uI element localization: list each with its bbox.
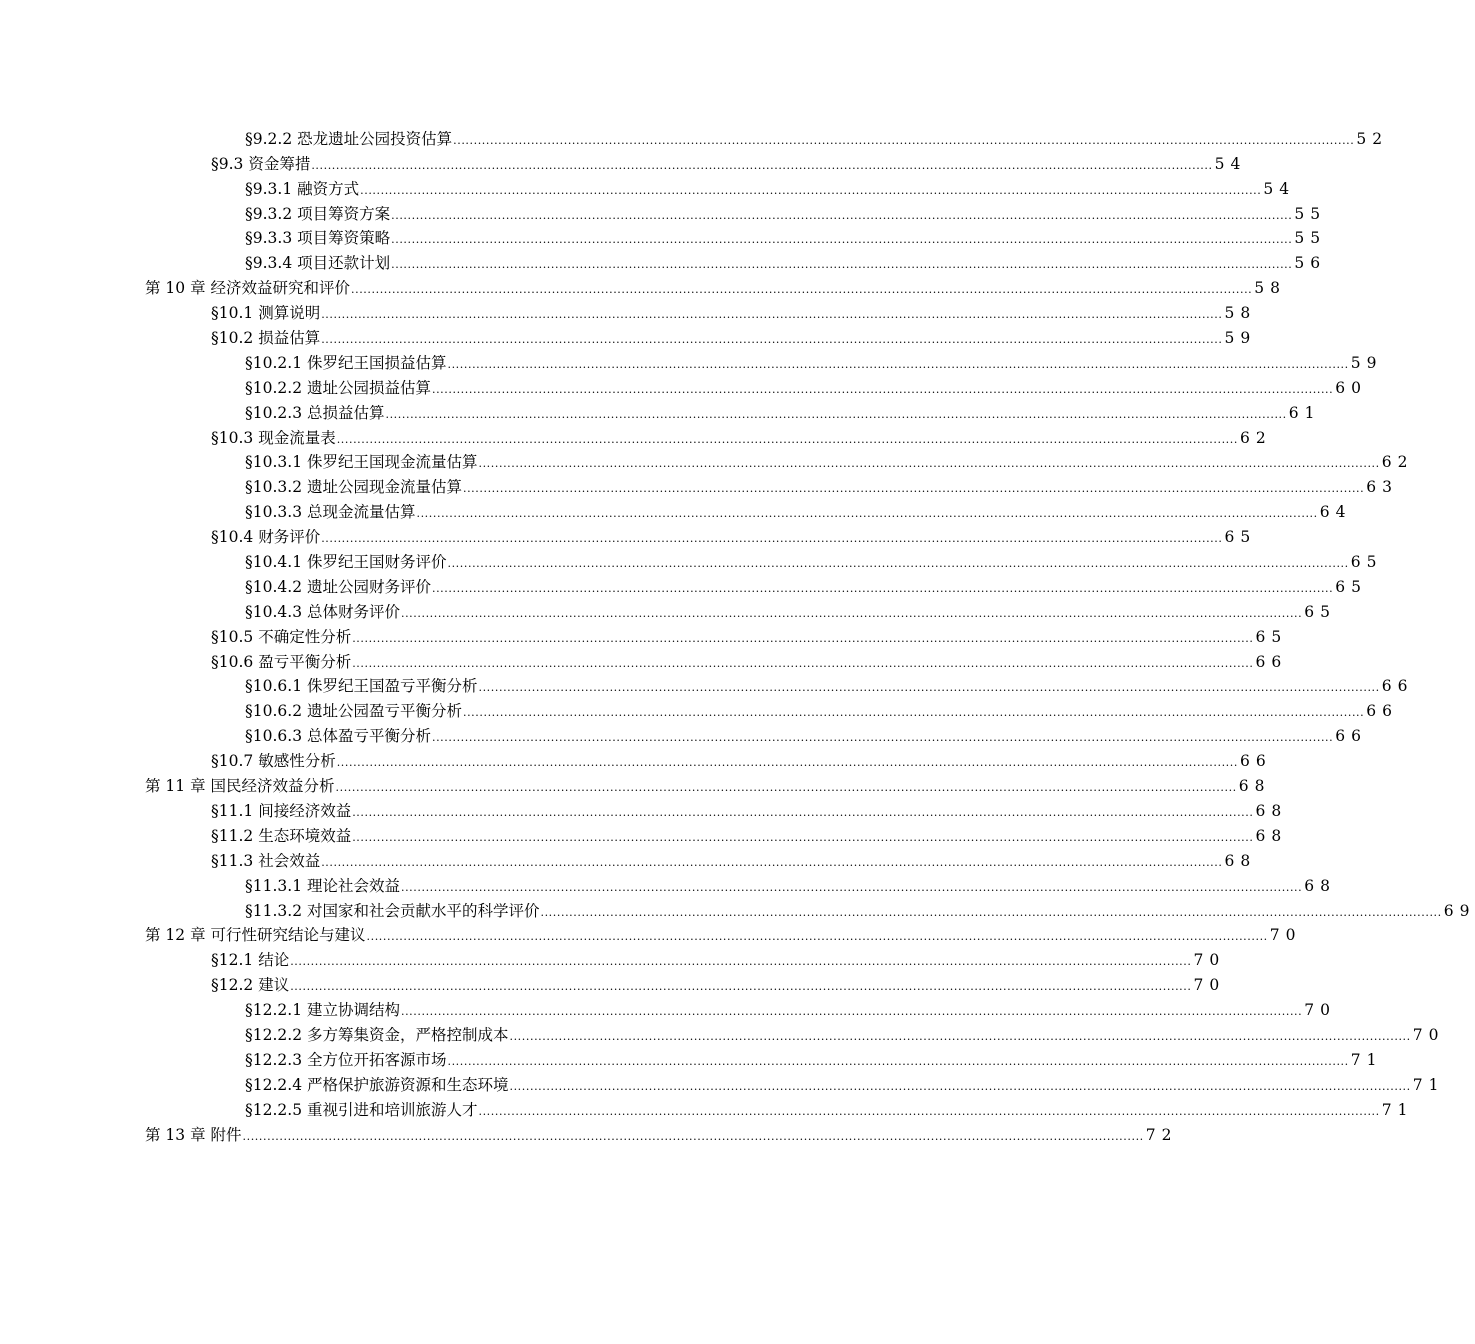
toc-entry[interactable] — [0, 970, 1226, 995]
toc-entry[interactable] — [0, 298, 1257, 323]
toc-entry[interactable] — [0, 273, 1286, 298]
toc-dot-leader: ............................................................................................................................................................................................................................ — [400, 1005, 1303, 1019]
toc-entry[interactable] — [0, 921, 1302, 946]
toc-dot-leader: ............................................................................................................................................................................................................................ — [321, 532, 1223, 546]
toc-entry-title: §10.4.3 总体财务评价 — [245, 602, 400, 621]
toc-entry-page-number: 72 — [1145, 1125, 1178, 1144]
toc-dot-leader: ............................................................................................................................................................................................................................ — [447, 357, 1349, 371]
toc-entry-page-number: 65 — [1255, 627, 1288, 646]
toc-entry[interactable] — [0, 1070, 1445, 1095]
toc-entry-page-number: 66 — [1239, 752, 1272, 771]
toc-entry-title: §10.1 测算说明 — [211, 304, 321, 323]
toc-entry-title: §9.2.2 恐龙遗址公园投资估算 — [245, 129, 453, 148]
toc-dot-leader: ............................................................................................................................................................................................................................ — [431, 581, 1334, 595]
toc-entry-page-number: 70 — [1269, 926, 1302, 945]
toc-entry-page-number: 70 — [1304, 1001, 1336, 1020]
toc-dot-leader: ............................................................................................................................................................................................................................ — [391, 233, 1293, 247]
toc-entry-title: §10.5 不确定性分析 — [211, 627, 352, 646]
toc-entry[interactable] — [0, 746, 1272, 771]
toc-entry-title: 第 10 章 经济效益研究和评价 — [145, 279, 351, 298]
toc-entry[interactable] — [0, 1095, 1414, 1120]
toc-entry-title: §10.3.1 侏罗纪王国现金流量估算 — [245, 453, 478, 472]
toc-dot-leader: ............................................................................................................................................................................................................................ — [242, 1129, 1144, 1143]
toc-entry-page-number: 69 — [1443, 901, 1475, 920]
toc-entry-page-number: 65 — [1335, 577, 1367, 596]
toc-entry-title: §10.6.3 总体盈亏平衡分析 — [245, 727, 431, 746]
toc-entry[interactable] — [0, 945, 1226, 970]
toc-entry-page-number: 54 — [1214, 154, 1247, 173]
toc-entry[interactable] — [0, 149, 1247, 174]
toc-dot-leader: ............................................................................................................................................................................................................................ — [321, 855, 1223, 869]
toc-entry-page-number: 59 — [1350, 353, 1383, 372]
toc-entry-page-number: 65 — [1304, 602, 1336, 621]
toc-entry-title: §12.2 建议 — [211, 976, 290, 995]
toc-entry[interactable] — [0, 672, 1414, 697]
toc-entry[interactable] — [0, 647, 1288, 672]
toc-entry-title: §10.2.1 侏罗纪王国损益估算 — [245, 353, 447, 372]
toc-dot-leader: ............................................................................................................................................................................................................................ — [509, 1079, 1411, 1093]
toc-entry[interactable] — [0, 796, 1288, 821]
toc-entry[interactable] — [0, 771, 1271, 796]
toc-entry-page-number: 68 — [1304, 876, 1336, 895]
toc-dot-leader: ............................................................................................................................................................................................................................ — [311, 158, 1213, 172]
toc-entry-title: 第 11 章 国民经济效益分析 — [145, 777, 335, 796]
toc-entry-title: §12.2.5 重视引进和培训旅游人才 — [245, 1100, 478, 1119]
toc-entry-page-number: 70 — [1193, 976, 1226, 995]
toc-entry-page-number: 71 — [1412, 1075, 1445, 1094]
toc-entry-title: §9.3 资金筹措 — [211, 154, 311, 173]
toc-entry-page-number: 71 — [1381, 1100, 1414, 1119]
toc-dot-leader: ............................................................................................................................................................................................................................ — [335, 781, 1237, 795]
toc-entry-title: §11.2 生态环境效益 — [211, 826, 352, 845]
toc-entry-page-number: 52 — [1356, 129, 1389, 148]
toc-dot-leader: ............................................................................................................................................................................................................................ — [351, 283, 1253, 297]
toc-dot-leader: ............................................................................................................................................................................................................................ — [400, 606, 1303, 620]
toc-dot-leader: ............................................................................................................................................................................................................................ — [400, 880, 1303, 894]
toc-dot-leader: ............................................................................................................................................................................................................................ — [385, 407, 1287, 421]
toc-entry[interactable] — [0, 248, 1327, 273]
toc-entry[interactable] — [0, 174, 1296, 199]
toc-entry[interactable] — [0, 199, 1327, 224]
toc-dot-leader: ............................................................................................................................................................................................................................ — [478, 681, 1380, 695]
toc-entry[interactable] — [0, 423, 1272, 448]
toc-entry[interactable] — [0, 348, 1383, 373]
toc-entry-title: §10.4.2 遗址公园财务评价 — [245, 577, 431, 596]
toc-entry[interactable] — [0, 1020, 1445, 1045]
toc-dot-leader: ............................................................................................................................................................................................................................ — [336, 756, 1238, 770]
toc-entry[interactable] — [0, 821, 1288, 846]
toc-entry-title: §9.3.3 项目筹资策略 — [245, 229, 391, 248]
toc-entry-page-number: 70 — [1193, 951, 1226, 970]
toc-dot-leader: ............................................................................................................................................................................................................................ — [462, 482, 1365, 496]
toc-entry[interactable] — [0, 896, 1475, 921]
toc-entry-page-number: 65 — [1224, 528, 1257, 547]
toc-dot-leader: ............................................................................................................................................................................................................................ — [366, 930, 1268, 944]
toc-dot-leader: ............................................................................................................................................................................................................................ — [453, 133, 1355, 147]
toc-entry-title: §10.6.1 侏罗纪王国盈亏平衡分析 — [245, 677, 478, 696]
toc-entry-title: §10.6 盈亏平衡分析 — [211, 652, 352, 671]
toc-entry-page-number: 71 — [1350, 1050, 1383, 1069]
toc-entry[interactable] — [0, 398, 1321, 423]
toc-dot-leader: ............................................................................................................................................................................................................................ — [416, 507, 1318, 521]
toc-entry-title: §9.3.2 项目筹资方案 — [245, 204, 391, 223]
toc-entry-page-number: 56 — [1294, 254, 1327, 273]
toc-entry-title: §12.2.4 严格保护旅游资源和生态环境 — [245, 1075, 509, 1094]
toc-entry[interactable] — [0, 1045, 1383, 1070]
toc-entry-page-number: 65 — [1350, 553, 1383, 572]
toc-entry-page-number: 63 — [1366, 478, 1398, 497]
toc-entry-title: §10.3.3 总现金流量估算 — [245, 503, 416, 522]
toc-entry-title: §9.3.1 融资方式 — [245, 179, 360, 198]
toc-entry[interactable] — [0, 846, 1257, 871]
toc-entry-page-number: 59 — [1224, 329, 1257, 348]
toc-dot-leader: ............................................................................................................................................................................................................................ — [447, 1054, 1349, 1068]
toc-dot-leader: ............................................................................................................................................................................................................................ — [352, 656, 1254, 670]
toc-entry-page-number: 66 — [1366, 702, 1398, 721]
toc-entry[interactable] — [0, 323, 1257, 348]
toc-entry-title: §10.3.2 遗址公园现金流量估算 — [245, 478, 462, 497]
toc-entry[interactable] — [0, 696, 1398, 721]
toc-entry-page-number: 68 — [1238, 777, 1271, 796]
toc-dot-leader: ............................................................................................................................................................................................................................ — [352, 830, 1254, 844]
toc-entry-page-number: 70 — [1412, 1025, 1445, 1044]
toc-dot-leader: ............................................................................................................................................................................................................................ — [352, 805, 1254, 819]
toc-dot-leader: ............................................................................................................................................................................................................................ — [352, 631, 1254, 645]
toc-entry[interactable] — [0, 472, 1398, 497]
toc-entry[interactable] — [0, 622, 1288, 647]
toc-entry-title: §10.4.1 侏罗纪王国财务评价 — [245, 553, 447, 572]
toc-dot-leader: ............................................................................................................................................................................................................................ — [431, 731, 1334, 745]
toc-dot-leader: ............................................................................................................................................................................................................................ — [360, 183, 1262, 197]
toc-entry[interactable] — [0, 547, 1383, 572]
toc-entry-page-number: 62 — [1381, 453, 1414, 472]
toc-entry-title: §10.2.3 总损益估算 — [245, 403, 385, 422]
toc-entry[interactable] — [0, 448, 1414, 473]
toc-entry-title: §10.3 现金流量表 — [211, 428, 336, 447]
toc-entry-page-number: 66 — [1381, 677, 1414, 696]
toc-entry-page-number: 66 — [1255, 652, 1288, 671]
toc-dot-leader: ............................................................................................................................................................................................................................ — [447, 557, 1349, 571]
toc-entry-page-number: 55 — [1294, 204, 1327, 223]
toc-entry[interactable] — [0, 597, 1336, 622]
toc-entry-title: §12.2.3 全方位开拓客源市场 — [245, 1050, 447, 1069]
toc-entry-page-number: 55 — [1294, 229, 1327, 248]
toc-entry-title: §11.3 社会效益 — [211, 851, 321, 870]
toc-entry-page-number: 68 — [1224, 851, 1257, 870]
toc-dot-leader: ............................................................................................................................................................................................................................ — [478, 457, 1380, 471]
toc-entry-page-number: 68 — [1255, 826, 1288, 845]
toc-dot-leader: ............................................................................................................................................................................................................................ — [391, 258, 1293, 272]
toc-entry-page-number: 58 — [1254, 279, 1286, 298]
toc-entry-title: §12.2.2 多方筹集资金，严格控制成本 — [245, 1025, 509, 1044]
toc-entry-title: §11.1 间接经济效益 — [211, 801, 352, 820]
toc-entry-title: §10.7 敏感性分析 — [211, 752, 336, 771]
toc-dot-leader: ............................................................................................................................................................................................................................ — [478, 1104, 1380, 1118]
toc-entry[interactable] — [0, 995, 1336, 1020]
toc-entry[interactable] — [0, 224, 1327, 249]
toc-entry-title: 第 12 章 可行性研究结论与建议 — [145, 926, 366, 945]
toc-dot-leader: ............................................................................................................................................................................................................................ — [290, 955, 1192, 969]
toc-dot-leader: ............................................................................................................................................................................................................................ — [321, 308, 1223, 322]
toc-dot-leader: ............................................................................................................................................................................................................................ — [509, 1029, 1411, 1043]
toc-entry[interactable] — [0, 522, 1257, 547]
toc-entry-title: §11.3.2 对国家和社会贡献水平的科学评价 — [245, 901, 540, 920]
toc-entry-title: 第 13 章 附件 — [145, 1125, 242, 1144]
toc-entry-page-number: 68 — [1255, 801, 1288, 820]
toc-entry[interactable] — [0, 572, 1367, 597]
toc-entry[interactable] — [0, 721, 1367, 746]
table-of-contents — [0, 124, 1475, 1145]
toc-entry-title: §12.1 结论 — [211, 951, 290, 970]
toc-entry-title: §12.2.1 建立协调结构 — [245, 1001, 400, 1020]
toc-entry-title: §11.3.1 理论社会效益 — [245, 876, 400, 895]
toc-dot-leader: ............................................................................................................................................................................................................................ — [391, 208, 1293, 222]
toc-dot-leader: ............................................................................................................................................................................................................................ — [290, 980, 1192, 994]
toc-entry-title: §10.4 财务评价 — [211, 528, 321, 547]
toc-entry-page-number: 64 — [1319, 503, 1352, 522]
toc-dot-leader: ............................................................................................................................................................................................................................ — [321, 333, 1223, 347]
toc-entry-title: §9.3.4 项目还款计划 — [245, 254, 391, 273]
toc-entry-title: §10.2.2 遗址公园损益估算 — [245, 378, 431, 397]
toc-entry[interactable] — [0, 497, 1352, 522]
toc-entry-page-number: 66 — [1335, 727, 1367, 746]
toc-entry-page-number: 60 — [1335, 378, 1367, 397]
toc-entry-page-number: 62 — [1239, 428, 1272, 447]
toc-dot-leader: ............................................................................................................................................................................................................................ — [336, 432, 1238, 446]
toc-entry[interactable] — [0, 1120, 1178, 1145]
toc-entry-title: §10.6.2 遗址公园盈亏平衡分析 — [245, 702, 462, 721]
toc-entry[interactable] — [0, 124, 1389, 149]
toc-entry-title: §10.2 损益估算 — [211, 329, 321, 348]
toc-dot-leader: ............................................................................................................................................................................................................................ — [431, 382, 1334, 396]
toc-entry[interactable] — [0, 373, 1367, 398]
toc-entry-page-number: 61 — [1288, 403, 1321, 422]
toc-entry[interactable] — [0, 871, 1336, 896]
toc-entry-page-number: 58 — [1224, 304, 1257, 323]
toc-dot-leader: ............................................................................................................................................................................................................................ — [462, 706, 1365, 720]
toc-entry-page-number: 54 — [1263, 179, 1296, 198]
toc-dot-leader: ............................................................................................................................................................................................................................ — [540, 905, 1442, 919]
